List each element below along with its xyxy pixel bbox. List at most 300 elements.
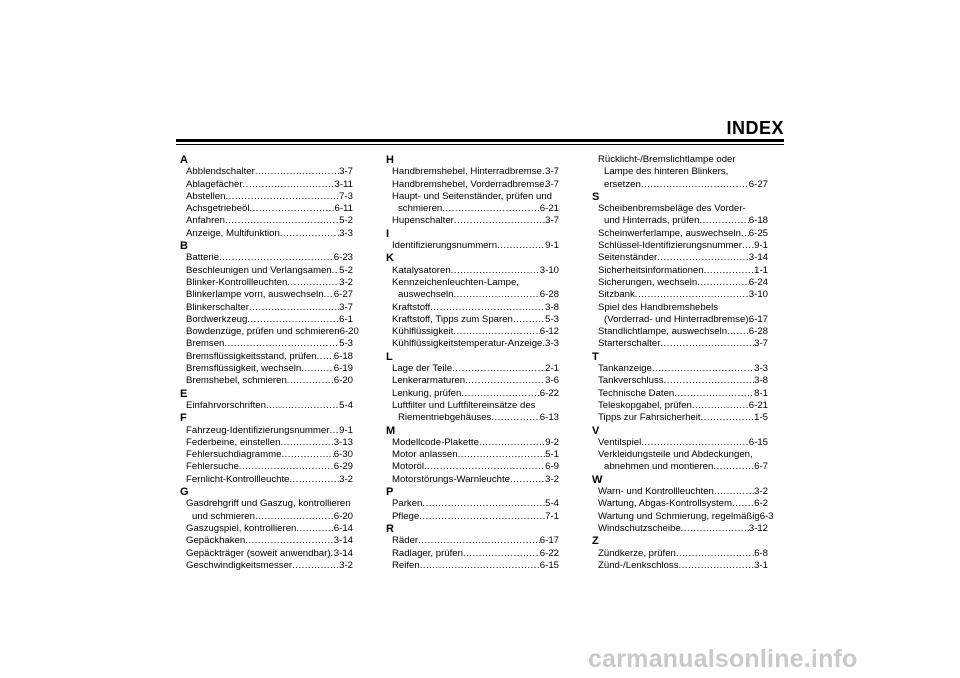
index-entry-page: 3-10: [539, 264, 559, 276]
index-entry-term: Windschutzscheibe: [598, 522, 681, 534]
index-entry-page: 6-21: [748, 399, 768, 411]
index-entry-page: 3-7: [545, 178, 559, 190]
index-entry: [186, 191, 353, 203]
index-entry: [186, 461, 353, 473]
index-entry-page: 8-1: [754, 387, 768, 399]
index-entry-page: 3-3: [339, 227, 353, 239]
dot-leader: [732, 498, 754, 510]
index-entry: [186, 351, 353, 363]
dot-leader: [296, 523, 333, 535]
index-entry-term: Katalysatoren: [392, 264, 451, 276]
index-entry-term: Motorstörungs-Warnleuchte: [392, 473, 511, 485]
index-entry-term: Bordwerkzeug: [186, 313, 248, 325]
dot-leader: [657, 252, 749, 264]
index-entry-term: Abstellen: [186, 190, 226, 202]
index-entry-term: Wartung und Schmierung, regelmäßig: [598, 510, 760, 522]
index-entry-term: Motor anlassen: [392, 449, 458, 461]
dot-leader: [713, 461, 754, 473]
index-entry-term: Handbremshebel, Hinterradbremse: [392, 166, 542, 178]
index-entry: [392, 560, 559, 572]
index-entry-page: 5-4: [545, 498, 559, 510]
dot-leader: [289, 474, 339, 486]
index-entry-page: 6-24: [748, 276, 768, 288]
dot-leader: [225, 191, 339, 203]
dot-leader: [419, 511, 545, 523]
dot-leader: [697, 277, 749, 289]
index-entry: [598, 437, 768, 449]
index-entry-page: 6-11: [334, 203, 353, 215]
index-column-3: [592, 154, 774, 572]
index-column-1: [180, 154, 359, 572]
index-entry-term: Anfahren: [186, 215, 225, 227]
index-entry-term: Kraftstoff, Tipps zum Sparen: [392, 313, 513, 325]
index-entry: [186, 326, 359, 338]
index-entry: [598, 228, 768, 240]
index-entry-page: 6-23: [333, 252, 353, 264]
index-entry: [392, 363, 559, 375]
index-letter-heading: B: [180, 240, 188, 253]
index-entry-term: Fehlersuche: [186, 461, 239, 473]
dot-leader: [287, 277, 339, 289]
index-entry-term: Technische Daten: [598, 387, 675, 399]
index-entry-page: 6-1: [339, 313, 353, 325]
index-entry-term: Kühlflüssigkeit: [392, 326, 454, 338]
dot-leader: [453, 326, 539, 338]
dot-leader: [635, 289, 749, 301]
index-entry: [186, 400, 353, 412]
index-entry-page: 6-22: [539, 547, 559, 559]
dot-leader: [219, 252, 334, 264]
dot-leader: [454, 215, 545, 227]
index-entry: [392, 388, 559, 400]
dot-leader: [681, 523, 749, 535]
dot-leader: [497, 240, 545, 252]
index-entry-page: 6-13: [539, 412, 559, 424]
index-entry-page: 1-1: [754, 264, 768, 276]
index-entry: [598, 548, 768, 560]
index-entry: [392, 265, 559, 277]
index-entry: [392, 326, 559, 338]
index-entry-page: 5-2: [339, 264, 353, 276]
index-entry: [186, 179, 353, 191]
dot-leader: [329, 425, 339, 437]
dot-leader: [513, 314, 545, 326]
index-entry-term: Federbeine, einstellen: [186, 436, 281, 448]
index-entry: [598, 523, 768, 535]
dot-leader: [442, 203, 540, 215]
index-letter-heading: Z: [592, 535, 599, 548]
dot-leader: [249, 203, 334, 215]
index-letter-heading: E: [180, 387, 188, 400]
index-entry-term: Standlichtlampe, auswechseln: [598, 326, 728, 338]
index-entry: [604, 314, 768, 326]
index-entry: [392, 461, 559, 473]
index-entry: [392, 474, 559, 486]
index-entry-term: Gepäckträger (soweit anwendbar): [186, 547, 331, 559]
index-entry-term: Gaszugspiel, kontrollieren: [186, 522, 297, 534]
dot-leader: [510, 474, 545, 486]
watermark: carmanualsonline.info: [588, 645, 858, 673]
dot-leader: [679, 560, 755, 572]
index-entry-page: 3-2: [545, 473, 559, 485]
index-entry-page: 3-11: [334, 178, 353, 190]
index-entry-page: 6-18: [748, 215, 768, 227]
index-entry-page: 3-7: [339, 166, 353, 178]
index-entry-term: und Hinterrads, prüfen: [604, 215, 700, 227]
index-entry: [192, 511, 353, 523]
index-entry-term: Beschleunigen und Verlangsamen: [186, 264, 332, 276]
dot-leader: [463, 548, 540, 560]
index-entry-page: 6-29: [333, 461, 353, 473]
index-entry: [392, 314, 559, 326]
index-letter-heading: A: [180, 154, 188, 166]
index-entry: [186, 535, 353, 547]
index-entry-page: 3-8: [545, 301, 559, 313]
index-entry-page: 3-1: [754, 559, 768, 571]
index-letter-heading: W: [592, 473, 603, 486]
index-entry-term: Hupenschalter: [392, 215, 454, 227]
index-entry: [604, 179, 768, 191]
index-entry: [392, 548, 559, 560]
index-letter-heading: V: [592, 424, 600, 437]
index-letter-heading: M: [386, 424, 396, 437]
index-entry: [186, 203, 353, 215]
index-letter-heading: I: [386, 227, 390, 240]
index-entry: [186, 437, 353, 449]
index-entry: [598, 375, 768, 387]
index-entry-term: und schmieren: [192, 510, 255, 522]
index-letter-heading: S: [592, 190, 600, 203]
index-entry-term: Teleskopgabel, prüfen: [598, 399, 692, 411]
index-entry-page: 7-3: [339, 190, 353, 202]
index-entry-term: Gepäckhaken: [186, 535, 246, 547]
index-entry-term: Einfahrvorschriften: [186, 399, 266, 411]
index-entry-term: Achsgetriebeöl: [186, 203, 250, 215]
dot-leader: [676, 548, 754, 560]
index-entry-term: Sicherungen, wechseln: [598, 276, 698, 288]
dot-leader: [245, 535, 334, 547]
index-entry: [398, 412, 559, 424]
dot-leader: [332, 265, 340, 277]
dot-leader: [491, 412, 539, 424]
index-entry-text: Scheibenbremsbeläge des Vorder-: [598, 203, 746, 215]
index-entry-page: 6-15: [748, 436, 768, 448]
index-entry-page: 6-22: [539, 387, 559, 399]
dot-leader: [742, 240, 754, 252]
index-entry-page: 6-28: [539, 289, 559, 301]
dot-leader: [317, 351, 334, 363]
index-entry-term: Starterschalter: [598, 338, 661, 350]
index-entry-page: 6-15: [539, 559, 559, 571]
dot-leader: [243, 179, 335, 191]
index-entry: [186, 252, 353, 264]
index-entry-text: Luftfilter und Luftfiltereinsätze des: [392, 399, 536, 411]
index-entry-term: auswechseln: [398, 289, 454, 301]
dot-leader: [224, 338, 339, 350]
index-entry-term: Scheinwerferlampe, auswechseln: [598, 227, 741, 239]
index-entry: [392, 215, 559, 227]
dot-leader: [287, 375, 334, 387]
index-entry: [186, 375, 353, 387]
index-entry: [186, 289, 353, 301]
dot-leader: [652, 363, 754, 375]
index-entry-page: 9-1: [339, 424, 353, 436]
dot-leader: [674, 388, 754, 400]
index-entry-term: Parken: [392, 498, 423, 510]
index-entry-page: 3-7: [545, 166, 559, 178]
index-entry-page: 3-7: [754, 338, 768, 350]
dot-leader: [418, 535, 540, 547]
index-entry-term: Fehlersuchdiagramme: [186, 449, 282, 461]
index-entry-text: Gasdrehgriff und Gaszug, kontrollieren: [186, 498, 351, 510]
index-entry: [392, 535, 559, 547]
index-entry-text: Kennzeichenleuchten-Lampe,: [392, 276, 519, 288]
index-entry-page: 3-2: [339, 473, 353, 485]
index-letter-heading: T: [592, 350, 599, 363]
index-entry-text: Verkleidungsteile und Abdeckungen,: [598, 449, 753, 461]
dot-leader: [280, 437, 333, 449]
index-entry: [598, 240, 768, 252]
index-entry-term: Modellcode-Plakette: [392, 436, 479, 448]
index-entry: [598, 326, 768, 338]
index-entry: [598, 412, 768, 424]
index-entry-page: 6-18: [333, 350, 353, 362]
dot-leader: [249, 302, 339, 314]
index-entry-term: Fernlicht-Kontrollleuchte: [186, 473, 290, 485]
dot-leader: [280, 228, 339, 240]
index-letter-heading: K: [386, 252, 394, 265]
dot-leader: [660, 338, 754, 350]
index-entry-term: Riementriebgehäuses: [398, 412, 492, 424]
index-entry-term: Kühlflüssigkeitstemperatur-Anzeige: [392, 338, 543, 350]
index-entry: [598, 277, 768, 289]
index-entry-term: Blinker-Kontrollleuchten: [186, 276, 288, 288]
index-entry-term: Bowdenzüge, prüfen und schmieren: [186, 326, 340, 338]
index-entry-page: 3-2: [754, 486, 768, 498]
dot-leader: [692, 400, 749, 412]
index-entry-page: 7-1: [545, 510, 559, 522]
index-entry: [186, 363, 353, 375]
index-entry: [598, 265, 768, 277]
index-entry: [392, 449, 559, 461]
index-entry: [186, 548, 353, 560]
dot-leader: [430, 302, 545, 314]
index-entry: [392, 511, 559, 523]
index-entry-term: ersetzen: [604, 178, 641, 190]
index-entry-page: 3-7: [545, 215, 559, 227]
index-entry-page: 3-7: [339, 301, 353, 313]
dot-leader: [451, 265, 540, 277]
index-entry-term: (Vorderrad- und Hinterradbremse): [604, 313, 749, 325]
index-entry: [598, 289, 768, 301]
dot-leader: [458, 449, 546, 461]
index-entry: [186, 228, 353, 240]
index-entry-page: 6-19: [333, 363, 353, 375]
dot-leader: [247, 314, 339, 326]
index-entry-term: abnehmen und montieren: [604, 461, 714, 473]
index-entry-term: Geschwindigkeitsmesser: [186, 559, 293, 571]
dot-leader: [741, 228, 749, 240]
index-letter-heading: P: [386, 486, 394, 499]
index-entry-page: 6-25: [748, 227, 768, 239]
index-entry: [598, 510, 774, 523]
index-entry-page: 5-3: [545, 313, 559, 325]
index-entry-page: 6-20: [339, 326, 359, 338]
dot-leader: [701, 412, 755, 424]
index-entry: [392, 375, 559, 387]
index-entry: [392, 240, 559, 252]
index-entry-term: Räder: [392, 535, 419, 547]
index-entry-page: 6-21: [539, 203, 559, 215]
dot-leader: [281, 449, 333, 461]
index-entry-text: Spiel des Handbremshebels: [598, 301, 718, 313]
index-entry-page: 5-3: [339, 338, 353, 350]
dot-leader: [420, 560, 540, 572]
dot-leader: [324, 289, 334, 301]
index-entry-page: 6-7: [754, 461, 768, 473]
index-entry: [598, 400, 768, 412]
index-entry: [186, 302, 353, 314]
dot-leader: [301, 363, 334, 375]
dot-leader: [452, 363, 545, 375]
index-entry-page: 6-9: [545, 461, 559, 473]
index-entry: [186, 265, 353, 277]
index-entry-page: 6-27: [748, 178, 768, 190]
index-entry-page: 3-10: [748, 289, 768, 301]
dot-leader: [266, 400, 339, 412]
index-entry-page: 6-17: [748, 313, 768, 325]
index-entry-text: Lampe des hinteren Blinkers,: [604, 166, 729, 178]
index-entry-page: 6-20: [333, 510, 353, 522]
dot-leader: [641, 437, 749, 449]
index-entry-page: 3-2: [339, 276, 353, 288]
index-entry-term: Ventilspiel: [598, 436, 642, 448]
dot-leader: [422, 498, 545, 510]
index-entry: [392, 302, 559, 314]
index-entry: [186, 338, 353, 350]
index-entry-term: Wartung, Abgas-Kontrollsystem: [598, 498, 733, 510]
index-entry-term: Fahrzeug-Identifizierungsnummer: [186, 424, 330, 436]
index-entry-page: 2-1: [545, 363, 559, 375]
index-entry: [598, 560, 768, 572]
index-entry-term: Radlager, prüfen: [392, 547, 463, 559]
index-entry: [186, 560, 353, 572]
dot-leader: [727, 326, 749, 338]
index-entry-page: 3-14: [333, 535, 353, 547]
index-entry-page: 6-20: [333, 375, 353, 387]
index-entry-page: 6-17: [539, 535, 559, 547]
index-entry-page: 5-2: [339, 215, 353, 227]
dot-leader: [255, 166, 339, 178]
index-entry: [598, 486, 768, 498]
index-entry-term: schmieren: [398, 203, 443, 215]
index-entry: [392, 437, 559, 449]
index-entry: [186, 277, 353, 289]
index-entry-page: 6-30: [333, 449, 353, 461]
index-letter-heading: G: [180, 486, 189, 499]
index-entry-page: 5-4: [339, 399, 353, 411]
index-entry-page: 6-28: [748, 326, 768, 338]
index-entry-page: 3-6: [545, 375, 559, 387]
index-entry-page: 6-3: [759, 510, 774, 522]
index-entry-term: Tipps zur Fahrsicherheit: [598, 412, 701, 424]
index-entry: [398, 289, 559, 301]
index-letter-heading: R: [386, 522, 394, 535]
index-entry-page: 3-3: [754, 363, 768, 375]
index-entry: [598, 363, 768, 375]
index-entry-term: Blinkerschalter: [186, 301, 249, 313]
index-entry-page: 9-1: [754, 240, 768, 252]
index-letter-heading: F: [180, 412, 187, 425]
index-entry-page: 3-14: [333, 547, 353, 559]
index-entry-text: Rücklicht-/Bremslichtlampe oder: [598, 154, 736, 165]
index-entry-page: 5-1: [545, 449, 559, 461]
index-entry-page: 3-8: [754, 375, 768, 387]
index-entry-page: 3-12: [748, 522, 768, 534]
index-entry-term: Identifizierungsnummern: [392, 240, 498, 252]
dot-leader: [699, 215, 748, 227]
index-entry-term: Lenkerarmaturen: [392, 375, 466, 387]
index-entry-term: Ablagefächer: [186, 178, 243, 190]
header-rule-thick: [176, 139, 784, 142]
index-entry-page: 3-14: [748, 252, 768, 264]
dot-leader: [714, 486, 754, 498]
index-entry-term: Schlüssel-Identifizierungsnummer: [598, 240, 742, 252]
dot-leader: [704, 265, 755, 277]
index-entry-term: Lage der Teile: [392, 363, 453, 375]
index-entry-term: Motoröl: [392, 461, 424, 473]
index-entry-page: 6-14: [333, 522, 353, 534]
index-entry-term: Bremsen: [186, 338, 225, 350]
index-entry-term: Warn- und Kontrollleuchten: [598, 486, 714, 498]
index-entry-page: 9-1: [545, 240, 559, 252]
index-entry: [186, 215, 353, 227]
index-entry: [604, 215, 768, 227]
dot-leader: [239, 461, 334, 473]
dot-leader: [641, 179, 749, 191]
index-entry-term: Batterie: [186, 252, 220, 264]
index-entry: [398, 203, 559, 215]
index-entry-term: Abblendschalter: [186, 166, 255, 178]
index-entry-term: Seitenständer: [598, 252, 658, 264]
index-entry-page: 6-8: [754, 547, 768, 559]
index-letter-heading: L: [386, 350, 393, 363]
index-entry-page: 9-2: [545, 436, 559, 448]
index-entry-term: Bremshebel, schmieren: [186, 375, 287, 387]
dot-leader: [225, 215, 339, 227]
index-entry: [598, 388, 768, 400]
index-entry-term: Lenkung, prüfen: [392, 387, 462, 399]
index-entry-term: Zünd-/Lenkschloss: [598, 559, 679, 571]
dot-leader: [479, 437, 545, 449]
index-entry-term: Kraftstoff: [392, 301, 431, 313]
dot-leader: [664, 375, 755, 387]
dot-leader: [465, 375, 545, 387]
index-entry-text: Haupt- und Seitenständer, prüfen und: [392, 190, 553, 202]
index-entry: [392, 179, 559, 191]
index-entry-term: Pflege: [392, 510, 420, 522]
index-entry: [186, 425, 353, 437]
index-entry-term: Tankverschluss: [598, 375, 664, 387]
index-entry-term: Bremsflüssigkeitsstand, prüfen: [186, 350, 317, 362]
dot-leader: [461, 388, 539, 400]
index-entry-term: Anzeige, Multifunktion: [186, 227, 280, 239]
dot-leader: [292, 560, 339, 572]
index-column-2: [386, 154, 559, 572]
index-entry-page: 3-3: [545, 338, 559, 350]
index-entry-term: Bremsflüssigkeit, wechseln: [186, 363, 302, 375]
index-entry-term: Sitzbank: [598, 289, 635, 301]
